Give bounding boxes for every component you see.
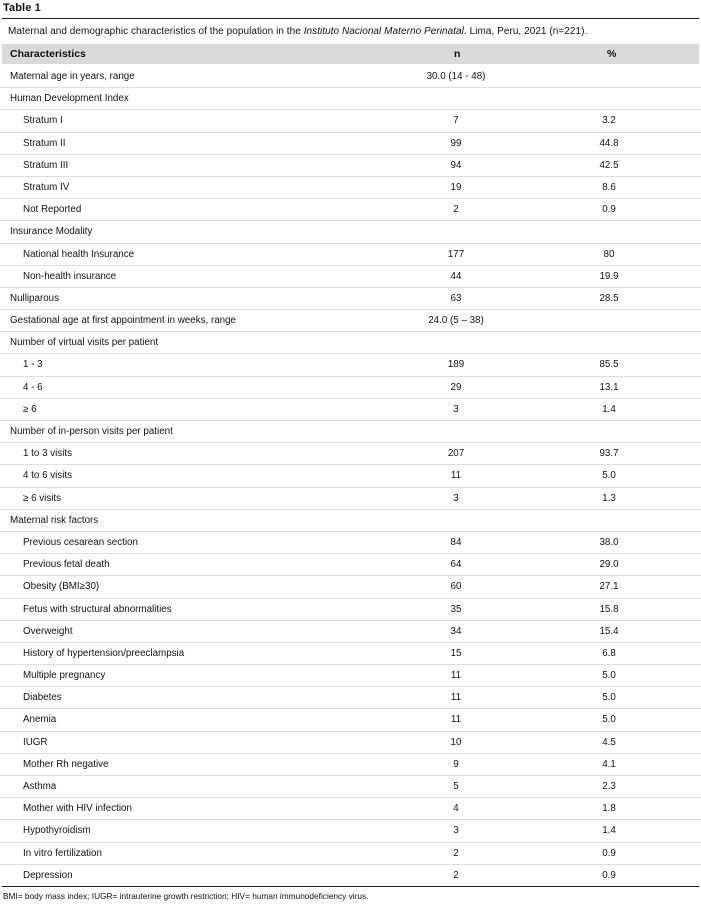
row-label: Previous cesarean section xyxy=(23,536,138,548)
table-row xyxy=(0,244,701,266)
row-label: Overweight xyxy=(23,625,73,637)
row-label: Number of in-person visits per patient xyxy=(10,426,173,437)
row-n: 30.0 (14 - 48) xyxy=(426,71,486,82)
table-row xyxy=(0,66,701,88)
table-row xyxy=(0,88,701,110)
header-characteristics: Characteristics xyxy=(10,48,86,60)
table-row xyxy=(0,754,701,776)
row-n: 99 xyxy=(450,137,462,149)
table-footnote: BMI= body mass index; IUGR= intrauterine growth restriction; HIV= human immunodeficiency virus. xyxy=(3,891,369,901)
row-n: 19 xyxy=(450,181,462,193)
row-n: 11 xyxy=(450,692,462,704)
row-percent: 38.0 xyxy=(599,536,619,548)
row-label: Anemia xyxy=(23,714,57,726)
row-percent: 5.0 xyxy=(602,692,616,704)
row-label: 1 to 3 visits xyxy=(23,448,73,460)
row-label: Maternal age in years, range xyxy=(10,71,135,82)
table-row xyxy=(0,199,701,221)
row-percent: 44.8 xyxy=(599,137,619,149)
row-label: Mother with HIV infection xyxy=(23,803,132,815)
row-n: 35 xyxy=(450,603,462,615)
row-label: National health Insurance xyxy=(23,248,135,260)
caption-institution: Instituto Nacional Materno Perinatal xyxy=(303,26,464,37)
row-n: 63 xyxy=(450,292,462,304)
table-row xyxy=(0,354,701,376)
table-row xyxy=(0,155,701,177)
row-percent: 0.9 xyxy=(602,869,616,881)
table-label: Table 1 xyxy=(3,2,41,14)
row-label: In vitro fertilization xyxy=(23,847,102,859)
row-percent: 0.9 xyxy=(602,204,616,216)
row-label: History of hypertension/preeclampsia xyxy=(23,647,185,659)
row-label: Number of virtual visits per patient xyxy=(10,337,159,349)
row-n: 2 xyxy=(453,204,459,216)
table-row xyxy=(0,465,701,487)
row-n: 84 xyxy=(450,536,462,548)
row-label: Previous fetal death xyxy=(23,559,110,571)
row-label: 4 - 6 xyxy=(23,381,43,393)
row-percent: 4.1 xyxy=(602,758,616,770)
table-body xyxy=(0,66,701,887)
row-n: 10 xyxy=(450,736,462,748)
table-row xyxy=(0,643,701,665)
row-label: Depression xyxy=(23,869,73,881)
row-label: Hypothyroidism xyxy=(23,825,91,837)
table-row xyxy=(0,288,701,310)
row-label: Multiple pregnancy xyxy=(23,670,106,682)
top-rule xyxy=(2,18,699,19)
row-label: Diabetes xyxy=(23,692,62,704)
table-header xyxy=(2,44,699,64)
row-n: 4 xyxy=(453,803,459,815)
table-row xyxy=(0,266,701,288)
caption-prefix: Maternal and demographic characteristics of the population in the xyxy=(8,26,304,37)
row-percent: 85.5 xyxy=(599,359,619,371)
row-n: 11 xyxy=(450,470,462,482)
table-row xyxy=(0,332,701,354)
row-percent: 2.3 xyxy=(602,781,616,792)
row-percent: 3.2 xyxy=(602,115,616,127)
row-n: 207 xyxy=(447,448,465,460)
row-n: 64 xyxy=(450,559,462,571)
row-label: Stratum II xyxy=(23,137,66,149)
row-percent: 5.0 xyxy=(602,670,616,682)
row-n: 3 xyxy=(453,825,459,837)
row-n: 94 xyxy=(450,159,462,171)
table-row xyxy=(0,621,701,643)
row-n: 11 xyxy=(450,714,462,726)
row-n: 2 xyxy=(453,847,459,859)
row-n: 3 xyxy=(453,403,459,415)
row-n: 11 xyxy=(450,670,462,682)
table-row xyxy=(0,421,701,443)
row-label: Nulliparous xyxy=(10,292,60,304)
table-row xyxy=(0,488,701,510)
row-label: Mother Rh negative xyxy=(23,758,109,770)
row-label: Stratum I xyxy=(23,115,63,127)
row-label: Non-health insurance xyxy=(23,270,117,282)
row-label: Obesity (BMI≥30) xyxy=(23,581,100,593)
table-row xyxy=(0,599,701,621)
row-label: Stratum IV xyxy=(23,181,70,193)
row-percent: 42.5 xyxy=(599,159,619,171)
row-label: Gestational age at first appointment in weeks, range xyxy=(10,315,237,327)
table-row xyxy=(0,221,701,243)
row-percent: 13.1 xyxy=(599,381,619,393)
row-n: 9 xyxy=(453,758,459,770)
row-percent: 5.0 xyxy=(602,714,616,726)
row-n: 189 xyxy=(447,359,465,371)
table-row xyxy=(0,687,701,709)
table-row xyxy=(0,576,701,598)
table-row xyxy=(0,133,701,155)
row-label: Asthma xyxy=(23,781,57,792)
row-label: 1 - 3 xyxy=(23,359,43,371)
table-row xyxy=(0,709,701,731)
row-percent: 15.8 xyxy=(599,603,619,615)
row-percent: 28.5 xyxy=(599,292,619,304)
table-row xyxy=(0,865,701,887)
row-label: Stratum III xyxy=(23,159,69,171)
row-n: 2 xyxy=(453,869,459,881)
table-row xyxy=(0,843,701,865)
row-percent: 1.8 xyxy=(602,803,616,815)
row-percent: 5.0 xyxy=(602,470,616,482)
table-row xyxy=(0,399,701,421)
row-n: 5 xyxy=(453,781,459,792)
row-percent: 27.1 xyxy=(599,581,619,593)
table-row xyxy=(0,177,701,199)
row-percent: 8.6 xyxy=(602,181,616,193)
row-label: Not Reported xyxy=(23,204,82,216)
caption-suffix: . Lima, Peru, 2021 (n=221). xyxy=(463,26,588,37)
table-caption xyxy=(8,26,698,37)
row-n: 60 xyxy=(450,581,462,593)
row-label: Human Development Index xyxy=(10,93,129,105)
table-row xyxy=(0,798,701,820)
row-percent: 1.4 xyxy=(602,825,616,837)
header-n: n xyxy=(454,48,461,60)
row-percent: 15.4 xyxy=(599,625,619,637)
row-percent: 29.0 xyxy=(599,559,619,571)
table-row xyxy=(0,665,701,687)
row-percent: 6.8 xyxy=(602,647,616,659)
row-n: 29 xyxy=(450,381,462,393)
table-row xyxy=(0,532,701,554)
row-n: 44 xyxy=(450,270,462,282)
row-percent: 19.9 xyxy=(599,270,619,282)
row-percent: 0.9 xyxy=(602,847,616,859)
table-row xyxy=(0,510,701,532)
row-label: ≥ 6 xyxy=(23,403,37,415)
row-label: ≥ 6 visits xyxy=(23,492,62,504)
row-n: 34 xyxy=(450,625,462,637)
table-row xyxy=(0,310,701,332)
table-row xyxy=(0,776,701,798)
row-label: Insurance Modality xyxy=(10,226,93,238)
table-row xyxy=(0,110,701,132)
row-percent: 80 xyxy=(603,248,615,260)
row-n: 177 xyxy=(447,248,465,260)
row-label: IUGR xyxy=(23,736,48,748)
table-row xyxy=(0,732,701,754)
row-label: Fetus with structural abnormalities xyxy=(23,603,172,615)
table-row xyxy=(0,443,701,465)
row-percent: 1.3 xyxy=(602,492,616,504)
table-row xyxy=(0,820,701,842)
table-row xyxy=(0,554,701,576)
row-n: 7 xyxy=(453,115,459,127)
row-n: 24.0 (5 – 38) xyxy=(428,315,484,327)
bottom-rule xyxy=(2,886,699,887)
row-n: 3 xyxy=(453,492,459,504)
row-label: Maternal risk factors xyxy=(10,514,99,526)
row-label: 4 to 6 visits xyxy=(23,470,73,482)
row-percent: 4.5 xyxy=(602,736,616,748)
header-percent: % xyxy=(607,48,617,60)
row-n: 15 xyxy=(450,647,462,659)
table-row xyxy=(0,377,701,399)
row-percent: 1.4 xyxy=(602,403,616,415)
row-percent: 93.7 xyxy=(599,448,619,460)
